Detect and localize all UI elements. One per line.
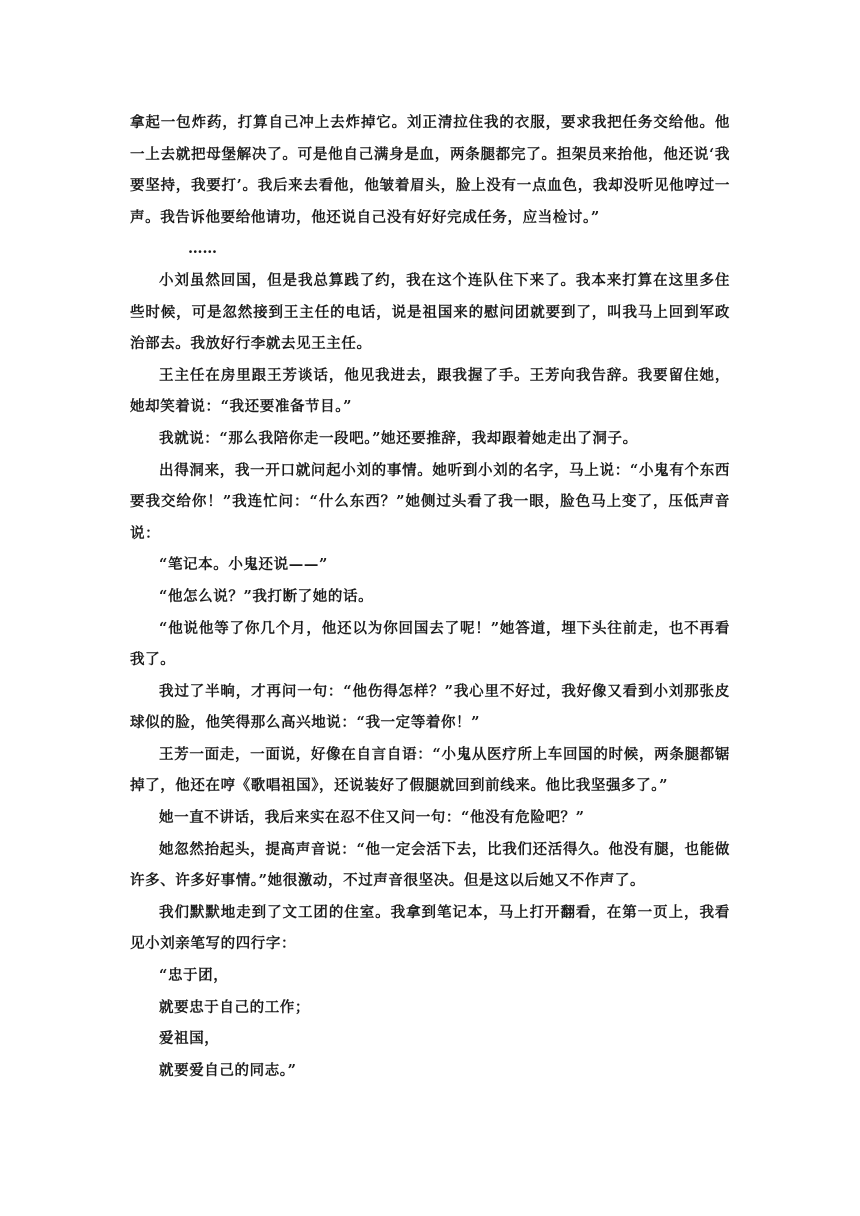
paragraph-13: 她忽然抬起头，提高声音说：“他一定会活下去，比我们还活得久。他没有腿，也能做许多、许多好事情。”她很激动，不过声音很坚决。但是这以后她又不作声了。 <box>130 840 730 890</box>
paragraph-10: 我过了半晌，才再问一句：“他伤得怎样？”我心里不好过，我好像又看到小刘那张皮球似的脸，他笑得那么高兴地说：“我一定等着你！” <box>130 682 730 732</box>
paragraph-6: 出得洞来，我一开口就问起小刘的事情。她听到小刘的名字，马上说：“小鬼有个东西要我交给你！”我连忙问：“什么东西？”她侧过头看了我一眼，脸色马上变了，压低声音说： <box>130 461 730 542</box>
ellipsis-line: …… <box>188 240 217 258</box>
paragraph-5: 我就说：“那么我陪你走一段吧。”她还要推辞，我却跟着她走出了洞子。 <box>159 429 638 447</box>
paragraph-3: 小刘虽然回国，但是我总算践了约，我在这个连队住下来了。我本来打算在这里多住些时候，可是忽然接到王主任的电话，说是祖国来的慰问团就要到了，叫我马上回到军政治部去。我放好行李就去见王主任。 <box>130 271 730 353</box>
paragraph-12: 她一直不讲话，我后来实在忍不住又问一句：“他没有危险吧？” <box>159 809 585 827</box>
paragraph-1: 拿起一包炸药，打算自己冲上去炸掉它。刘正清拉住我的衣服，要求我把任务交给他。他一上去就把母堡解决了。可是他自己满身是血，两条腿都完了。担架员来抬他，他还说‘我要坚持，我要打’。我后来去看他，他皱着眉头，脸上没有一点血色，我却没听见他哼过一声。我告诉他要给他请功，他还说自己没有好好完成任务，应当检讨。” <box>130 114 730 226</box>
poem-line-1: “忠于团， <box>159 967 229 985</box>
paragraph-9: “他说他等了你几个月，他还以为你回国去了呢！”她答道，埋下头往前走，也不再看我了。 <box>130 619 730 669</box>
poem-line-2: 就要忠于自己的工作； <box>159 998 310 1016</box>
paragraph-8: “他怎么说？”我打断了她的话。 <box>159 587 374 605</box>
document-body <box>130 107 730 1086</box>
paragraph-14: 我们默默地走到了文工团的住室。我拿到笔记本，马上打开翻看，在第一页上，我看见小刘亲笔写的四行字： <box>130 903 730 953</box>
paragraph-4: 王主任在房里跟王芳谈话，他见我进去，跟我握了手。王芳向我告辞。我要留住她，她却笑着说：“我还要准备节目。” <box>130 366 730 416</box>
paragraph-11: 王芳一面走，一面说，好像在自言自语：“小鬼从医疗所上车回国的时候，两条腿都锯掉了，他还在哼《歌唱祖国》，还说装好了假腿就回到前线来。他比我坚强多了。” <box>130 745 730 795</box>
poem-line-4: 就要爱自己的同志。” <box>159 1061 297 1079</box>
paragraph-7: “笔记本。小鬼还说——” <box>159 556 328 574</box>
poem-line-3: 爱祖国， <box>159 1030 220 1048</box>
